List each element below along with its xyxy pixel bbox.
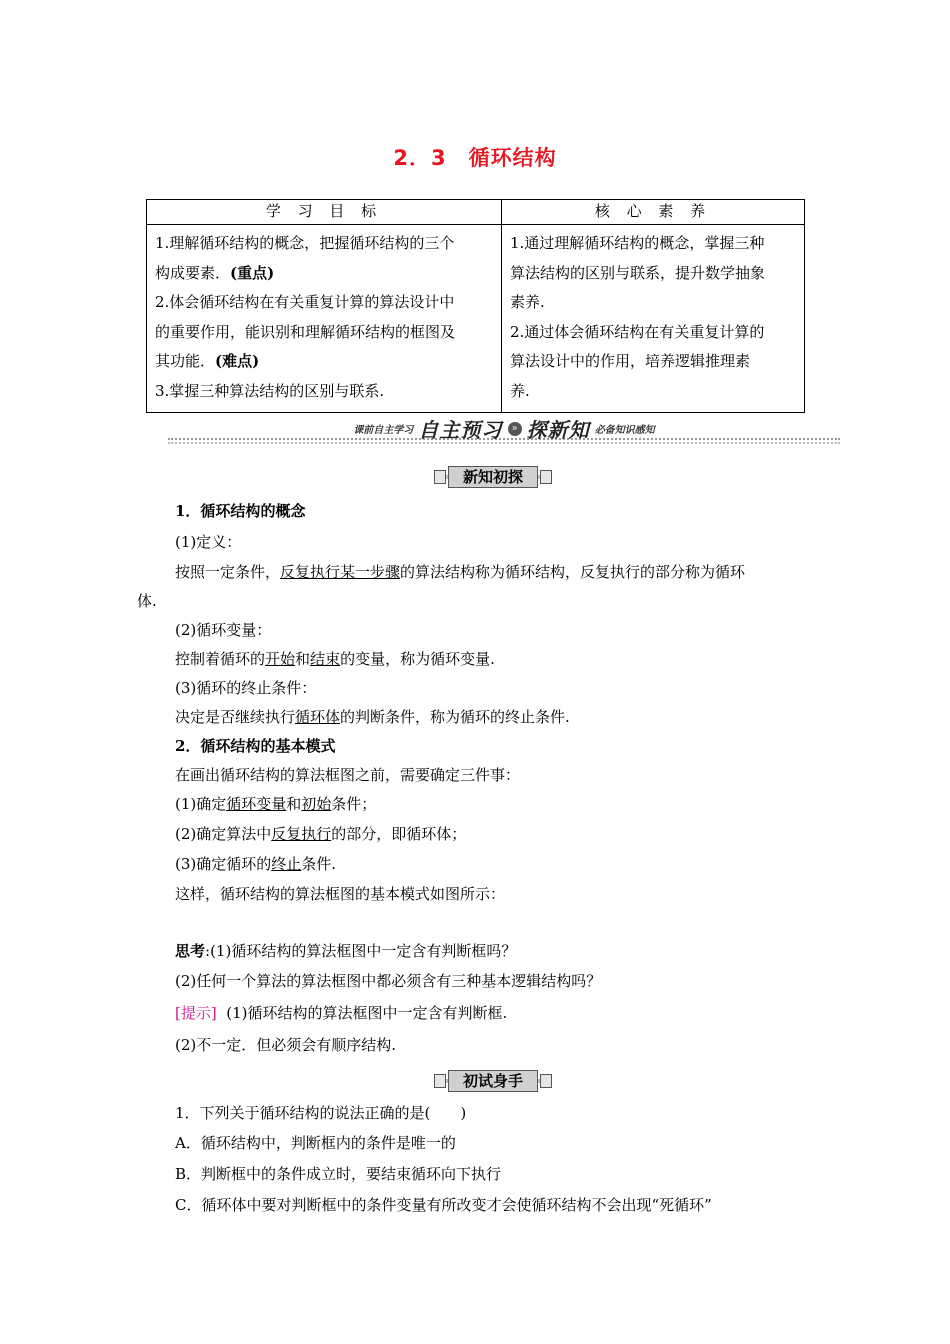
blank-answer: 反复执行 xyxy=(271,825,332,843)
hint-label: [提示] xyxy=(175,1004,217,1022)
step-1: (1)确定循环变量和初始条件； xyxy=(175,795,377,813)
hint-answer-2: (2)不一定．但必须会有顺序结构. xyxy=(175,1036,397,1054)
goal-key-mark: (重点) xyxy=(230,263,275,282)
banner-left-text: 课前自主学习 xyxy=(353,425,414,436)
goal-line: 1.理解循环结构的概念，把握循环结构的三个 xyxy=(155,234,455,252)
objectives-table xyxy=(146,199,805,413)
banner-main-text: 自主预习 xyxy=(418,418,503,442)
heading-loop-concept: 1．循环结构的概念 xyxy=(175,502,306,520)
option-c: C．循环体中要对判断框中的条件变量有所改变才会使循环结构不会出现“死循环” xyxy=(175,1196,712,1214)
paragraph-mode: 这样，循环结构的算法框图的基本模式如图所示： xyxy=(175,885,506,903)
option-a: A．循环结构中，判断框内的条件是唯一的 xyxy=(175,1134,456,1152)
banner-main-text: 探新知 xyxy=(526,418,590,442)
tag-first-try: 初试身手 xyxy=(434,1070,552,1092)
blank-answer: 循环体 xyxy=(295,708,341,726)
goal-difficult-mark: (难点) xyxy=(215,352,260,370)
think-label: 思考 xyxy=(175,942,206,960)
table-header-core-literacy: 核 心 素 养 xyxy=(502,200,805,225)
tag-new-knowledge: 新知初探 xyxy=(434,466,552,488)
exercise-question-1: 1．下列关于循环结构的说法正确的是( ) xyxy=(175,1104,467,1122)
literacy-line: 算法设计中的作用，培养逻辑推理素 xyxy=(510,352,751,370)
think-question-2: (2)任何一个算法的算法框图中都必须含有三种基本逻辑结构吗？ xyxy=(175,972,602,990)
step-2: (2)确定算法中反复执行的部分，即循环体； xyxy=(175,825,467,843)
termination-text: 决定是否继续执行循环体的判断条件，称为循环的终止条件. xyxy=(175,708,570,726)
literacy-line: 养. xyxy=(510,381,530,400)
core-literacy-cell xyxy=(502,225,805,413)
paragraph-intro: 在画出循环结构的算法框图之前，需要确定三件事： xyxy=(175,766,521,784)
hint-answer-1: [提示] (1)循环结构的算法框图中一定含有判断框. xyxy=(175,1004,508,1022)
chevron-right-icon: » xyxy=(508,422,522,436)
step-3: (3)确定循环的终止条件. xyxy=(175,855,337,873)
heading-basic-mode: 2．循环结构的基本模式 xyxy=(175,737,336,755)
definition-label: (1)定义： xyxy=(175,533,242,551)
think-question-1: 思考:(1)循环结构的算法框图中一定含有判断框吗？ xyxy=(175,942,517,960)
blank-answer: 循环变量 xyxy=(226,795,287,813)
section-banner xyxy=(168,414,840,444)
blank-answer: 开始 xyxy=(265,650,296,668)
option-b: B．判断框中的条件成立时，要结束循环向下执行 xyxy=(175,1165,502,1183)
termination-label: (3)循环的终止条件： xyxy=(175,679,317,697)
goal-line: 其功能． xyxy=(155,352,216,370)
table-header-learning-goals: 学 习 目 标 xyxy=(147,200,502,225)
literacy-line: 算法结构的区别与联系，提升数学抽象 xyxy=(510,263,766,282)
literacy-line: 2.通过体会循环结构在有关重复计算的 xyxy=(510,322,765,341)
loop-variable-text: 控制着循环的开始和结束的变量，称为循环变量. xyxy=(175,650,495,668)
learning-goals-cell xyxy=(147,225,502,413)
goal-line: 构成要素． xyxy=(155,263,231,282)
blank-answer: 结束 xyxy=(310,650,341,668)
blank-answer: 初始 xyxy=(301,795,332,813)
literacy-line: 素养. xyxy=(510,293,545,311)
definition-text-cont: 体. xyxy=(137,592,157,610)
goal-line: 的重要作用，能识别和理解循环结构的框图及 xyxy=(155,322,456,341)
loop-variable-label: (2)循环变量： xyxy=(175,621,272,639)
section-title: 2．3 循环结构 xyxy=(393,146,557,170)
blank-answer: 终止 xyxy=(271,855,302,873)
banner-right-text: 必备知识感知 xyxy=(594,425,655,436)
blank-answer: 反复执行某一步骤 xyxy=(280,563,401,581)
literacy-line: 1.通过理解循环结构的概念，掌握三种 xyxy=(510,234,765,252)
definition-text: 按照一定条件，反复执行某一步骤的算法结构称为循环结构，反复执行的部分称为循环 xyxy=(175,563,746,581)
goal-line: 2.体会循环结构在有关重复计算的算法设计中 xyxy=(155,293,455,311)
goal-line: 3.掌握三种算法结构的区别与联系. xyxy=(155,381,385,400)
